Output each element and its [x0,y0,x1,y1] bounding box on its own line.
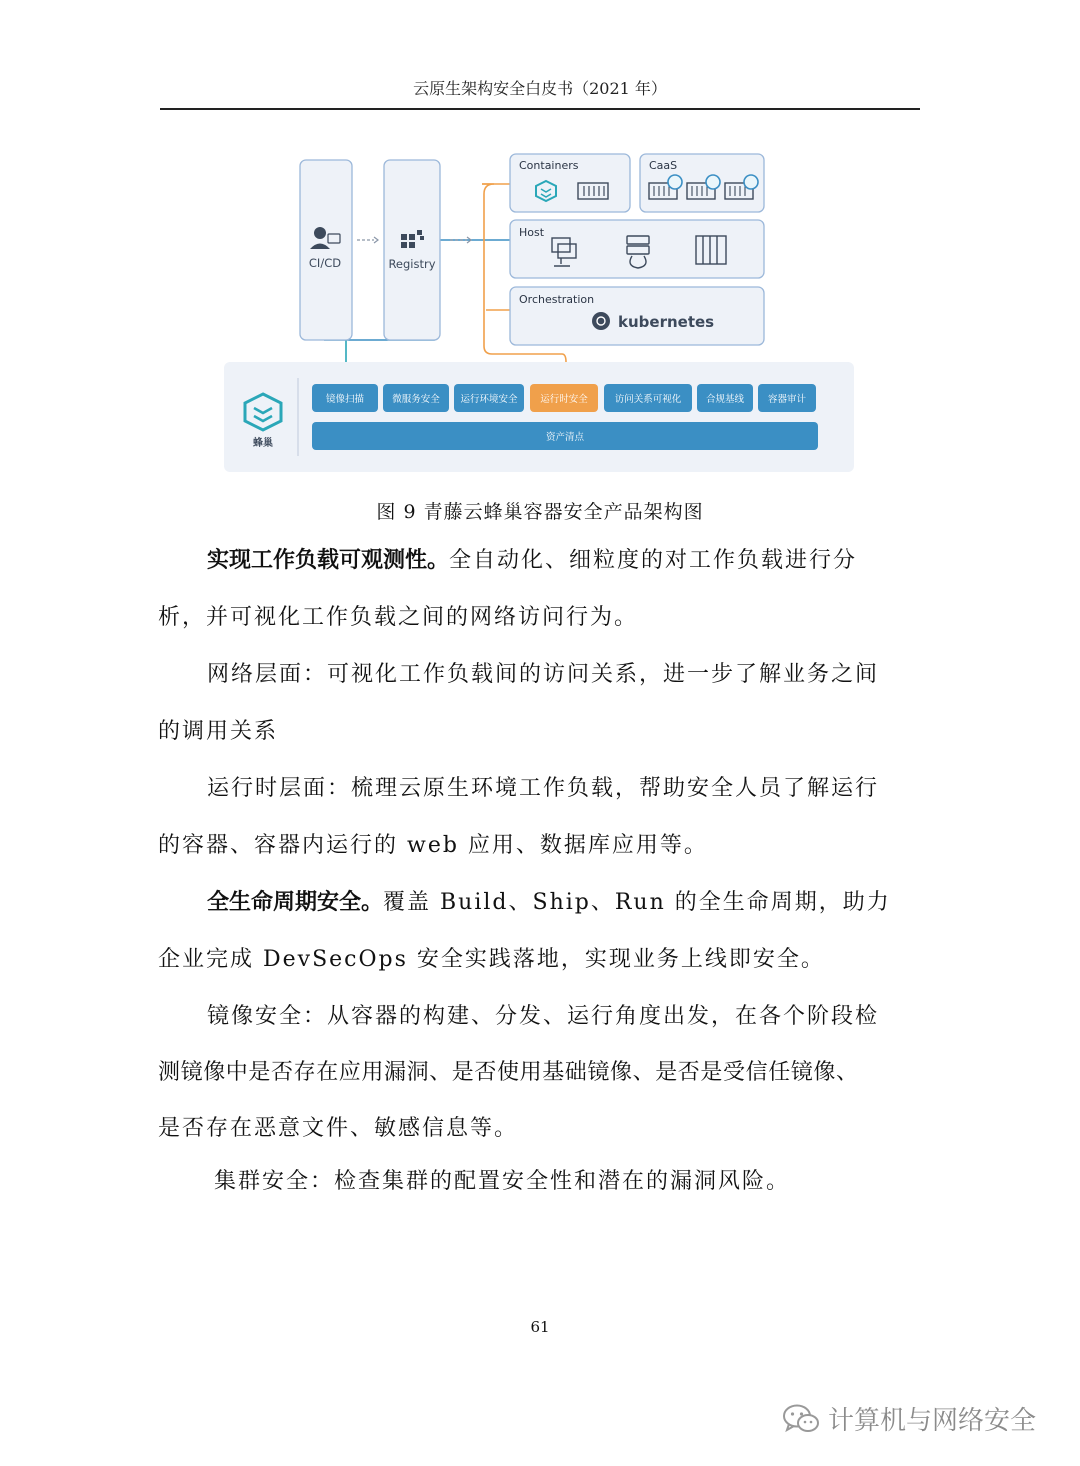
module-row [312,384,816,412]
product-name: 蜂巢 [253,438,273,449]
host-label: Host [519,226,545,239]
svg-text:合规基线: 合规基线 [705,394,745,405]
svg-text:微服务安全: 微服务安全 [392,394,440,405]
paragraph-5-line-2: 测镜像中是否存在应用漏洞、是否使用基础镜像、是否是受信任镜像、 [158,1060,859,1085]
paragraph-4-line-1: 全生命周期安全。覆盖 Build、Ship、Run 的全生命周期，助力 [207,890,891,915]
paragraph-4-line-2: 企业完成 DevSecOps 安全实践落地，实现业务上线即安全。 [158,947,825,972]
running-header: 云原生架构安全白皮书（2021 年） [413,79,667,98]
paragraph-3-line-1: 运行时层面：梳理云原生环境工作负载，帮助安全人员了解运行 [207,776,880,801]
figure-caption: 图 9 青藤云蜂巢容器安全产品架构图 [376,501,704,523]
caas-label: CaaS [649,159,678,172]
watermark [782,1400,1036,1437]
registry-label: Registry [388,257,436,271]
containers-label: Containers [519,159,579,172]
connector-orange [482,184,566,386]
wechat-icon [782,1403,820,1435]
heading-lifecycle-security: 全生命周期安全。 [207,890,384,915]
asset-inventory-label: 资产清点 [545,432,585,443]
svg-text:容器审计: 容器审计 [767,394,807,405]
kubernetes-label: kubernetes [618,313,715,331]
svg-text:运行环境安全: 运行环境安全 [460,394,518,405]
paragraph-1-line-1: 实现工作负载可观测性。全自动化、细粒度的对工作负载进行分 [207,548,858,573]
paragraph-2-line-1: 网络层面：可视化工作负载间的访问关系，进一步了解业务之间 [207,662,880,687]
orchestration-label: Orchestration [519,293,595,306]
paragraph-1-line-2: 析，并可视化工作负载之间的网络访问行为。 [158,605,639,630]
cicd-label: CI/CD [308,256,342,270]
paragraph-5-line-3: 是否存在恶意文件、敏感信息等。 [158,1116,519,1141]
registry-column [384,160,440,340]
architecture-figure [224,150,856,474]
heading-observability: 实现工作负载可观测性。 [207,548,450,573]
product-panel [224,362,854,472]
svg-text:运行时安全: 运行时安全 [540,394,588,405]
paragraph-3-line-2: 的容器、容器内运行的 web 应用、数据库应用等。 [158,833,708,858]
kubernetes-icon [592,312,610,330]
page-number: 61 [530,1318,550,1336]
svg-text:镜像扫描: 镜像扫描 [325,394,365,405]
paragraph-5-line-1: 镜像安全：从容器的构建、分发、运行角度出发，在各个阶段检 [207,1004,880,1029]
paragraph-2-line-2: 的调用关系 [158,719,279,744]
watermark-text: 计算机与网络安全 [828,1406,1037,1436]
header-rule [160,108,920,110]
cicd-column [300,160,352,340]
svg-text:访问关系可视化: 访问关系可视化 [614,394,682,405]
paragraph-6-line-1: 集群安全：检查集群的配置安全性和潜在的漏洞风险。 [214,1169,791,1194]
